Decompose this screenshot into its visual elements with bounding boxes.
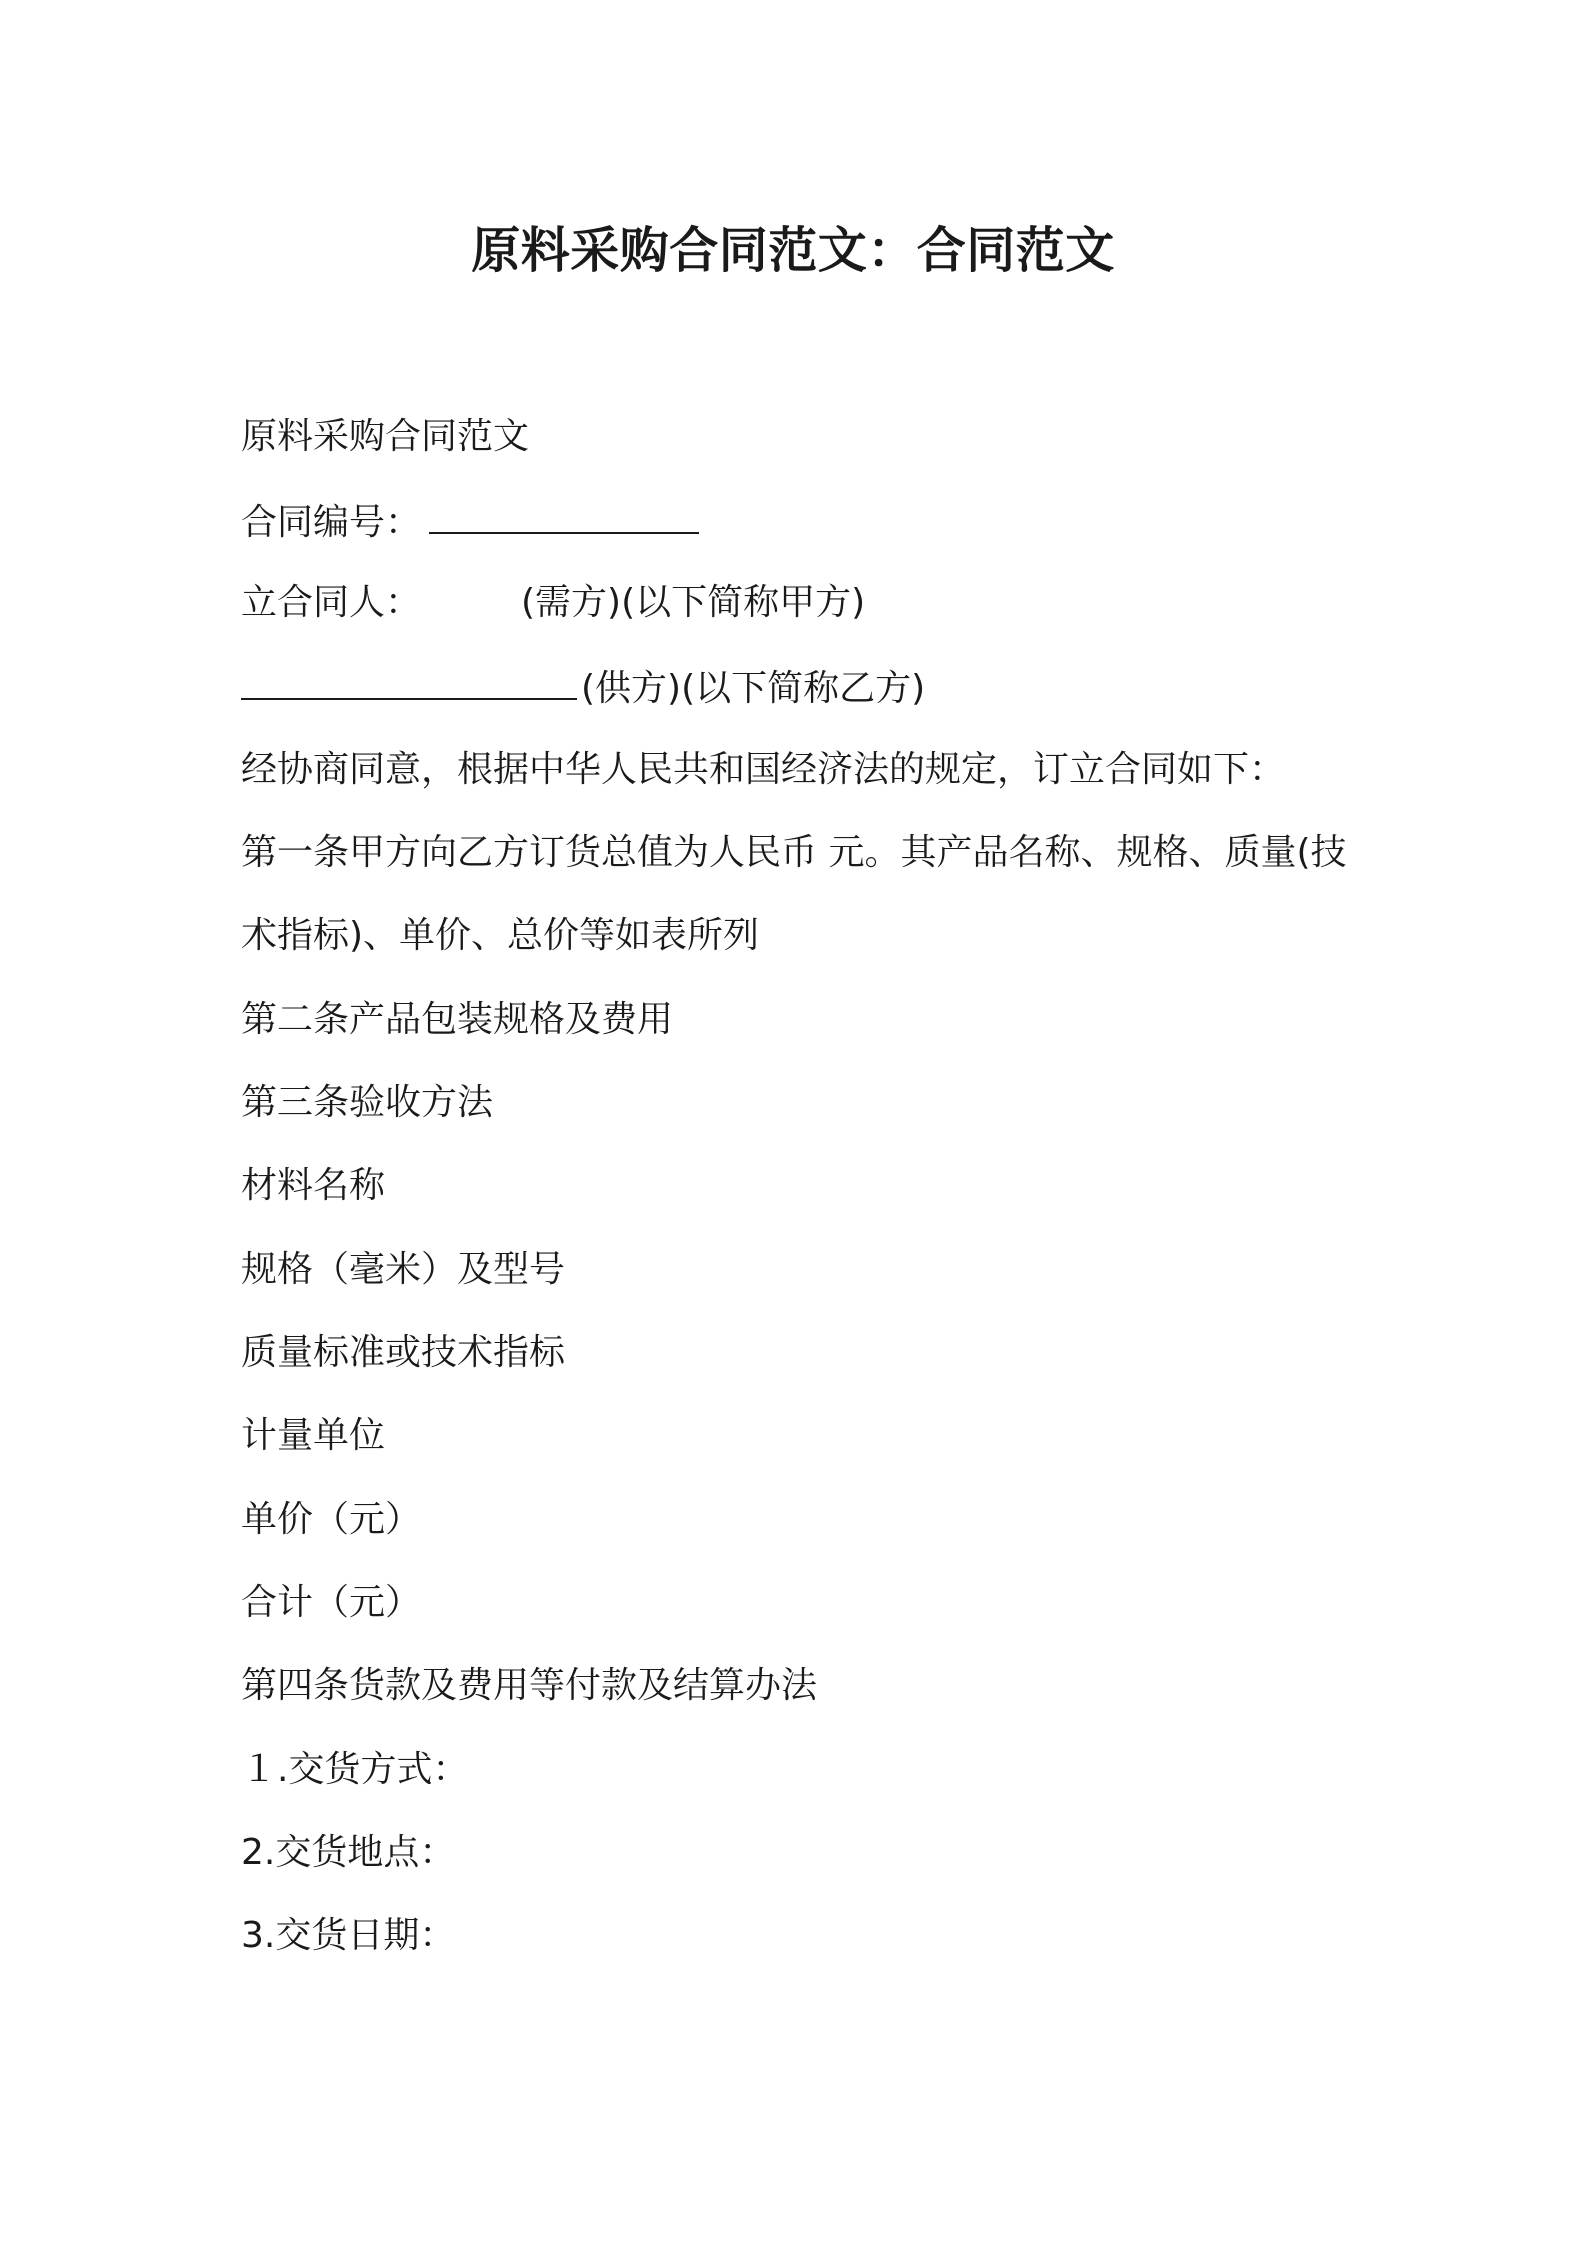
- contract-number-label: 合同编号：: [241, 502, 422, 543]
- contract-number-line: [241, 498, 699, 545]
- field-total: 合计（元）: [241, 1582, 422, 1623]
- field-unit-price: 单价（元）: [241, 1499, 422, 1540]
- delivery-place: 2.交货地点：: [241, 1832, 456, 1873]
- party-a-line: [241, 581, 865, 625]
- party-b-line: [241, 664, 925, 711]
- article-1-line-1: 第一条甲方向乙方订货总值为人民币 元。其产品名称、规格、质量(技: [241, 832, 1347, 873]
- field-quality: 质量标准或技术指标: [241, 1332, 566, 1373]
- party-a-note: (需方)(以下简称甲方): [521, 582, 866, 623]
- party-b-blank: [241, 664, 577, 700]
- article-4: 第四条货款及费用等付款及结算办法: [241, 1665, 818, 1706]
- document-title: 原料采购合同范文：合同范文: [471, 222, 1115, 279]
- field-material-name: 材料名称: [241, 1165, 386, 1206]
- field-spec: 规格（毫米）及型号: [241, 1249, 566, 1290]
- article-3: 第三条验收方法: [241, 1082, 494, 1123]
- party-label: 立合同人：: [241, 582, 422, 623]
- article-2: 第二条产品包装规格及费用: [241, 999, 674, 1040]
- field-unit: 计量单位: [241, 1415, 386, 1456]
- delivery-method: １.交货方式：: [241, 1749, 469, 1790]
- delivery-date: 3.交货日期：: [241, 1915, 456, 1956]
- article-1-line-2: 术指标)、单价、总价等如表所列: [241, 915, 760, 956]
- party-b-note: (供方)(以下简称乙方): [581, 668, 926, 709]
- document-subtitle: 原料采购合同范文: [241, 416, 530, 457]
- contract-number-blank: [429, 498, 699, 534]
- preamble: 经协商同意，根据中华人民共和国经济法的规定，订立合同如下：: [241, 749, 1286, 790]
